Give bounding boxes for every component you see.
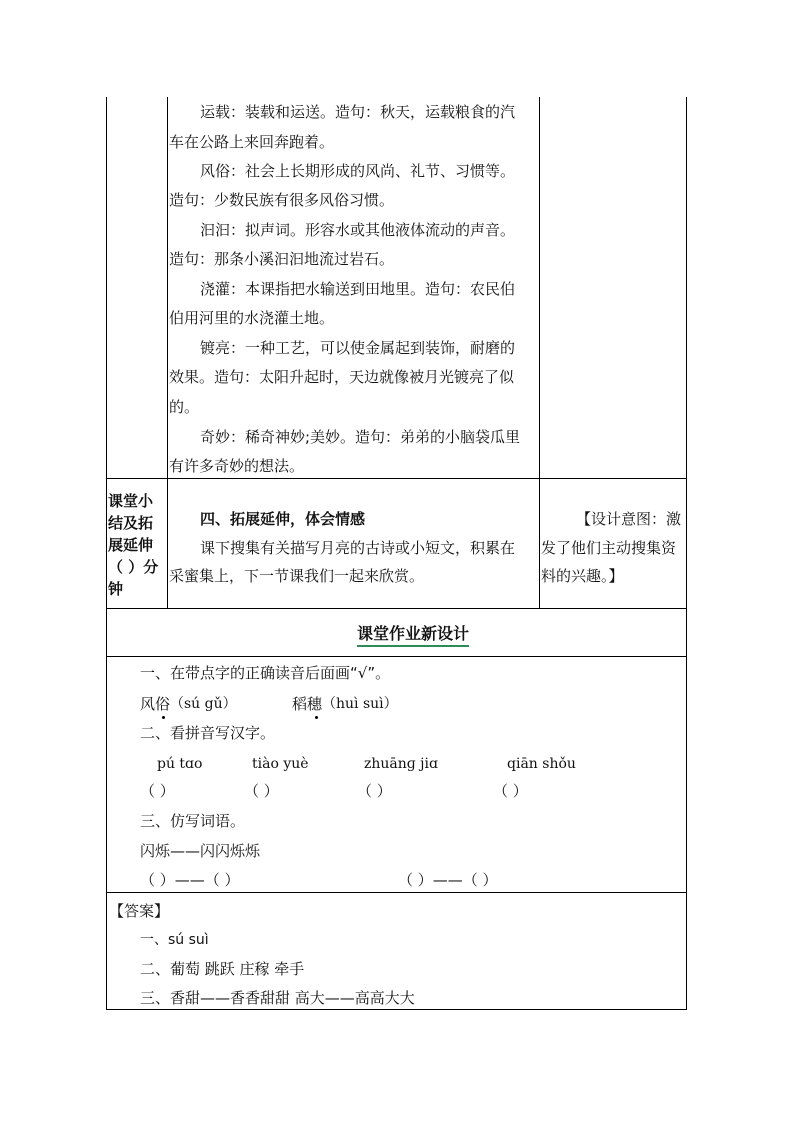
vocab-line: 的。: [169, 398, 200, 416]
vocab-line: 造句：少数民族有很多风俗习惯。: [169, 191, 395, 209]
q1-options-1: （sú gǔ）: [170, 696, 237, 712]
section-label-line: 展延伸: [108, 536, 154, 554]
vocab-line: 汩汩：拟声词。形容水或其他液体流动的声音。: [200, 221, 516, 239]
answer-3: 三、香甜——香香甜甜 高大——高高大大: [140, 989, 415, 1007]
row-divider-3: [106, 656, 687, 657]
emphasis-dot: [315, 716, 318, 719]
intent-line: 【设计意图：激: [576, 510, 682, 528]
col-divider-1: [167, 97, 168, 609]
row-divider-4: [106, 892, 687, 893]
table-border-right-bottom: [686, 608, 687, 1010]
col-divider-2: [539, 97, 540, 609]
pinyin-4: qiān shǒu: [507, 756, 576, 772]
section-label-line: 课堂小: [108, 492, 154, 510]
question-3: 三、仿写词语。: [140, 812, 246, 830]
answer-1: 一、sú suì: [140, 932, 209, 948]
q1-word-1: 风俗: [140, 695, 171, 713]
intent-line: 发了他们主动搜集资: [541, 539, 677, 557]
answer-2: 二、葡萄 跳跃 庄稼 牵手: [140, 960, 305, 978]
question-2: 二、看拼音写汉字。: [140, 724, 276, 742]
section-label-line: 结及拓: [108, 514, 154, 532]
answer-blank[interactable]: （ ）——（ ）: [398, 871, 498, 889]
section-label-line: 钟: [108, 580, 124, 598]
answer-blank[interactable]: （ ）——（ ）: [140, 871, 240, 889]
vocab-line: 运载：装载和运送。造句：秋天，运载粮食的汽: [200, 103, 516, 121]
vocab-line: 有许多奇妙的想法。: [169, 457, 305, 475]
answer-blank[interactable]: （ ）: [493, 782, 528, 800]
q1-word-2: 稻穗: [292, 695, 323, 713]
vocab-line: 浇灌：本课指把水输送到田地里。造句：农民伯: [200, 280, 516, 298]
q1-options-2: （huì suì）: [322, 696, 398, 712]
vocab-line: 伯用河里的水浇灌土地。: [169, 309, 335, 327]
pinyin-3: zhuānɡ jiɑ: [364, 756, 438, 772]
intent-line: 料的兴趣。】: [541, 567, 624, 585]
table-border-left-bottom: [106, 608, 107, 1010]
answer-blank[interactable]: （ ）: [140, 782, 175, 800]
emphasis-dot: [162, 716, 165, 719]
vocab-line: 镀亮：一种工艺，可以使金属起到装饰，耐磨的: [200, 339, 516, 357]
homework-title-underline: [357, 645, 469, 647]
vocab-line: 造句：那条小溪汩汩地流过岩石。: [169, 250, 395, 268]
pinyin-1: pú tɑo: [157, 756, 203, 772]
vocab-line: 风俗：社会上长期形成的风尚、礼节、习惯等。: [200, 162, 516, 180]
vocab-line: 奇妙：稀奇神妙;美妙。造句：弟弟的小脑袋瓜里: [200, 428, 521, 446]
answer-blank[interactable]: （ ）: [244, 782, 279, 800]
row-divider-1: [106, 478, 687, 479]
table-border-right-top: [686, 97, 687, 609]
row-divider-2: [106, 608, 687, 609]
table-border-left-top: [106, 97, 107, 609]
table-border-bottom: [106, 1009, 687, 1010]
homework-title: 课堂作业新设计: [357, 624, 470, 643]
example-word: 闪烁——闪闪烁烁: [140, 842, 261, 860]
section-heading: 四、拓展延伸，体会情感: [200, 510, 366, 528]
vocab-line: 效果。造句：太阳升起时，天边就像被月光镀亮了似: [169, 368, 515, 386]
answer-blank[interactable]: （ ）: [357, 782, 392, 800]
question-1: 一、在带点字的正确读音后面画“√”。: [140, 664, 391, 682]
section-body-line: 采蜜集上，下一节课我们一起来欣赏。: [169, 567, 425, 585]
answer-header: 【答案】: [109, 902, 170, 920]
vocab-line: 车在公路上来回奔跑着。: [169, 133, 335, 151]
section-label-line: （ ）分: [108, 558, 159, 576]
section-body-line: 课下搜集有关描写月亮的古诗或小短文，积累在: [200, 539, 516, 557]
pinyin-2: tiào yuè: [252, 756, 309, 772]
